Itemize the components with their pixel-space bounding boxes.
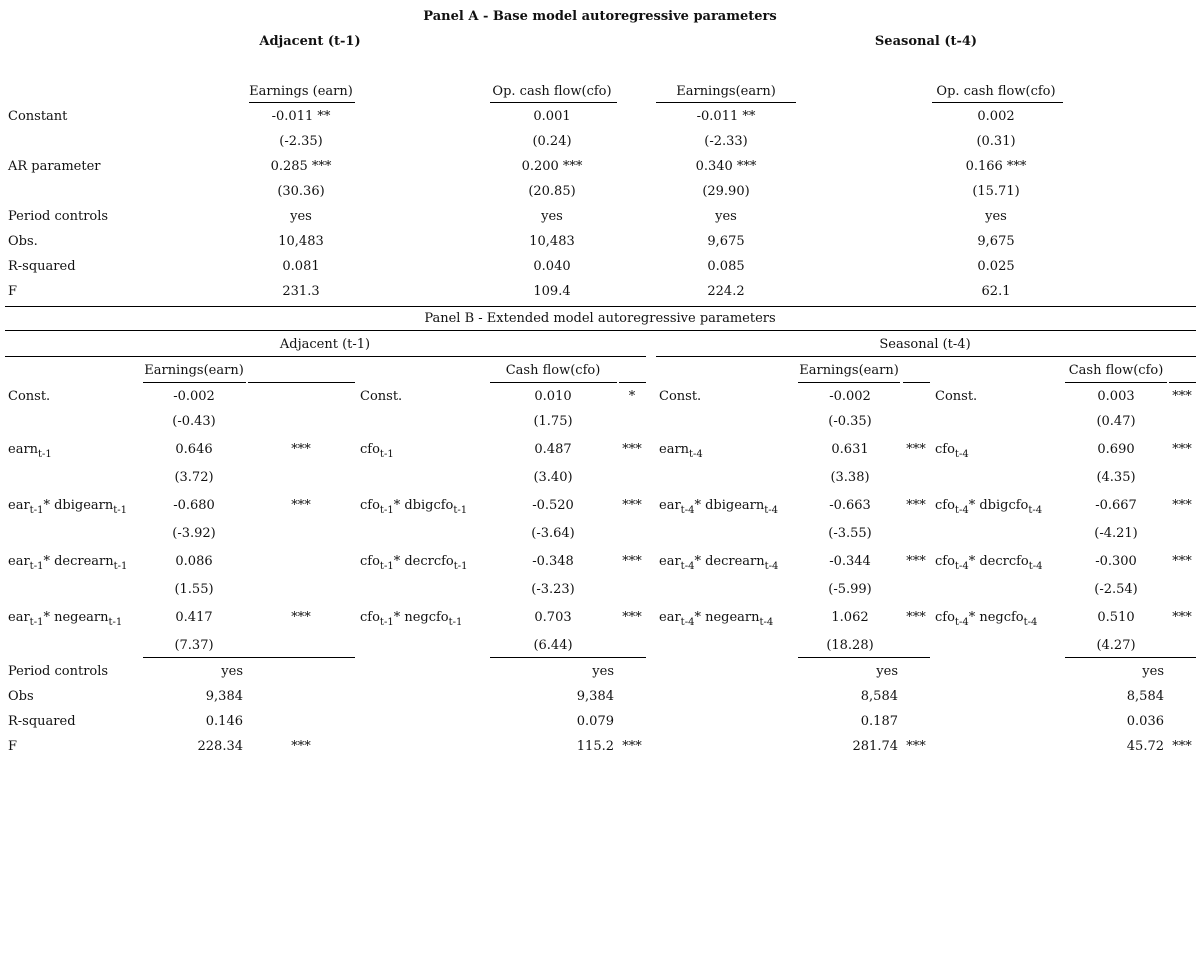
footer-value: yes <box>221 664 243 679</box>
coefficient-cell: 1.062 <box>831 610 869 625</box>
significance-stars: *** <box>1172 389 1192 404</box>
subscript: t-4 <box>954 561 969 572</box>
panel-a-cell: 9,675 <box>977 234 1015 249</box>
rule <box>143 382 246 383</box>
coefficient-cell: 0.010 <box>534 389 572 404</box>
panel-a-cell: 0.025 <box>977 259 1015 274</box>
panel-a-cell: 10,483 <box>278 234 324 249</box>
coefficient-cell: -0.663 <box>829 498 871 513</box>
subscript: t-1 <box>29 561 44 572</box>
label-text: * dbigearn <box>694 498 765 513</box>
t-stat-cell: (-3.23) <box>531 582 575 597</box>
subscript: t-4 <box>759 617 774 628</box>
panel-a-cell: yes <box>715 209 737 224</box>
subscript: t-1 <box>29 617 44 628</box>
significance-stars: *** <box>906 554 926 569</box>
t-stat-cell: (-5.99) <box>828 582 872 597</box>
panel-b-row-label <box>935 389 977 405</box>
panel-b-row-label <box>659 389 701 405</box>
panel-divider <box>5 306 1196 307</box>
panel-a-cell: (0.24) <box>532 134 572 149</box>
footer-value: yes <box>1142 664 1164 679</box>
t-stat-cell: (3.40) <box>533 470 573 485</box>
rule <box>248 382 355 383</box>
rule <box>1065 382 1167 383</box>
label-text: earn <box>659 442 690 457</box>
label-text: earn <box>8 442 39 457</box>
panel-a-column-header: Earnings(earn) <box>676 84 776 99</box>
panel-a-cell: yes <box>985 209 1007 224</box>
label-text: cfo <box>360 554 380 569</box>
rule <box>932 102 1063 103</box>
significance-stars: *** <box>906 739 926 754</box>
rule <box>656 102 796 103</box>
panel-a-row-label: Obs. <box>8 234 38 249</box>
label-text: ear <box>8 610 30 625</box>
panel-b-row-label <box>8 554 127 570</box>
rule <box>1169 382 1196 383</box>
subscript: t-4 <box>1023 617 1038 628</box>
panel-a-cell: (30.36) <box>277 184 325 199</box>
label-text: * decrearn <box>694 554 765 569</box>
label-text: Const. <box>8 389 51 404</box>
subscript: t-1 <box>113 505 127 516</box>
footer-value: 0.079 <box>576 714 614 729</box>
group-rule-adjacent <box>5 356 646 357</box>
panel-a-row-label: Period controls <box>8 209 109 224</box>
label-text: * decrcfo <box>393 554 454 569</box>
t-stat-cell: (-0.35) <box>828 414 872 429</box>
panel-b-footer-label: Period controls <box>8 664 109 679</box>
panel-b-row-label <box>659 442 703 458</box>
coefficient-cell: 0.690 <box>1097 442 1135 457</box>
panel-a-cell: (-2.35) <box>279 134 323 149</box>
t-stat-cell: (0.47) <box>1096 414 1136 429</box>
panel-a-cell: 0.166 *** <box>965 159 1027 174</box>
label-text: ear <box>659 498 681 513</box>
panel-b-column-header: Cash flow(cfo) <box>505 363 601 378</box>
subscript: t-1 <box>108 617 123 628</box>
rule <box>490 657 646 658</box>
label-text: * negcfo <box>393 610 449 625</box>
panel-a-row-label: R-squared <box>8 259 76 274</box>
t-stat-cell: (3.38) <box>830 470 870 485</box>
panel-b-row-label <box>935 554 1043 570</box>
panel-b-row-label <box>360 442 394 458</box>
label-text: * decrearn <box>43 554 114 569</box>
panel-a-column-header: Op. cash flow(cfo) <box>936 84 1056 99</box>
subscript: t-1 <box>38 449 52 460</box>
significance-stars: *** <box>291 610 311 625</box>
panel-a-title: Panel A - Base model autoregressive parameters <box>423 9 777 24</box>
rule <box>490 102 617 103</box>
significance-stars: *** <box>1172 739 1192 754</box>
panel-b-row-label <box>8 442 52 458</box>
t-stat-cell: (7.37) <box>174 638 214 653</box>
t-stat-cell: (4.27) <box>1096 638 1136 653</box>
panel-b-row-label <box>659 610 773 626</box>
footer-value: 228.34 <box>197 739 243 754</box>
label-text: cfo <box>935 498 955 513</box>
label-text: cfo <box>935 442 955 457</box>
significance-stars: *** <box>291 739 311 754</box>
coefficient-cell: -0.680 <box>173 498 215 513</box>
label-text: Const. <box>659 389 702 404</box>
panel-a-cell: 0.040 <box>533 259 571 274</box>
panel-a-cell: -0.011 ** <box>696 109 756 124</box>
t-stat-cell: (4.35) <box>1096 470 1136 485</box>
footer-value: 0.187 <box>860 714 898 729</box>
significance-stars: *** <box>1172 554 1192 569</box>
footer-value: yes <box>876 664 898 679</box>
label-text: ear <box>659 554 681 569</box>
t-stat-cell: (1.75) <box>533 414 573 429</box>
panel-a-cell: (-2.33) <box>704 134 748 149</box>
subscript: t-4 <box>689 449 703 460</box>
panel-b-footer-label: Obs <box>8 689 34 704</box>
label-text: * decrcfo <box>968 554 1029 569</box>
panel-b-row-label <box>8 389 50 405</box>
rule <box>143 657 355 658</box>
subscript: t-4 <box>680 505 695 516</box>
significance-stars: * <box>628 389 636 404</box>
panel-b-row-label <box>360 389 402 405</box>
subscript: t-1 <box>379 617 394 628</box>
t-stat-cell: (-4.21) <box>1094 526 1138 541</box>
label-text: * dbigcfo <box>393 498 454 513</box>
panel-a-cell: yes <box>290 209 312 224</box>
footer-value: 9,384 <box>205 689 243 704</box>
significance-stars: *** <box>622 739 642 754</box>
panel-a-cell: 109.4 <box>533 284 571 299</box>
coefficient-cell: 0.003 <box>1097 389 1135 404</box>
coefficient-cell: 0.631 <box>831 442 869 457</box>
rule <box>1065 657 1196 658</box>
label-text: cfo <box>360 498 380 513</box>
label-text: Const. <box>360 389 403 404</box>
panel-a-row-label: F <box>8 284 18 299</box>
group-rule-seasonal <box>656 356 1196 357</box>
significance-stars: *** <box>291 442 311 457</box>
footer-value: 9,384 <box>576 689 614 704</box>
panel-a-cell: (15.71) <box>972 184 1020 199</box>
coefficient-cell: -0.348 <box>532 554 574 569</box>
label-text: ear <box>659 610 681 625</box>
coefficient-cell: -0.002 <box>829 389 871 404</box>
significance-stars: *** <box>622 498 642 513</box>
t-stat-cell: (3.72) <box>174 470 214 485</box>
panel-a-column-header: Op. cash flow(cfo) <box>492 84 612 99</box>
panel-a-cell: 0.081 <box>282 259 320 274</box>
footer-value: yes <box>592 664 614 679</box>
panel-a-group-seasonal: Seasonal (t-4) <box>874 34 978 49</box>
panel-b-row-label <box>935 498 1042 514</box>
significance-stars: *** <box>906 442 926 457</box>
significance-stars: *** <box>622 442 642 457</box>
footer-value: 0.146 <box>205 714 243 729</box>
subscript: t-1 <box>448 617 463 628</box>
t-stat-cell: (-3.64) <box>531 526 575 541</box>
panel-b-title: Panel B - Extended model autoregressive parameters <box>424 311 776 326</box>
panel-a-cell: (0.31) <box>976 134 1016 149</box>
panel-b-row-label <box>360 498 467 514</box>
coefficient-cell: 0.086 <box>175 554 213 569</box>
panel-b-row-label <box>8 610 122 626</box>
panel-b-row-label <box>659 554 778 570</box>
panel-a-cell: 62.1 <box>981 284 1011 299</box>
label-text: * negearn <box>694 610 760 625</box>
subscript: t-4 <box>954 617 969 628</box>
panel-a-group-adjacent: Adjacent (t-1) <box>259 34 361 49</box>
panel-b-column-header: Cash flow(cfo) <box>1068 363 1164 378</box>
significance-stars: *** <box>906 498 926 513</box>
panel-a-cell: 10,483 <box>529 234 575 249</box>
subscript: t-4 <box>680 561 695 572</box>
rule <box>798 657 930 658</box>
panel-a-cell: 0.340 *** <box>695 159 757 174</box>
subscript: t-1 <box>379 505 394 516</box>
t-stat-cell: (18.28) <box>826 638 874 653</box>
subscript: t-4 <box>764 561 779 572</box>
coefficient-cell: -0.667 <box>1095 498 1137 513</box>
footer-value: 0.036 <box>1126 714 1164 729</box>
subscript: t-4 <box>1028 505 1043 516</box>
panel-a-cell: 0.200 *** <box>521 159 583 174</box>
t-stat-cell: (-3.55) <box>828 526 872 541</box>
subscript: t-4 <box>764 505 778 516</box>
significance-stars: *** <box>622 554 642 569</box>
label-text: cfo <box>360 442 380 457</box>
subscript: t-1 <box>379 449 394 460</box>
subscript: t-1 <box>29 505 44 516</box>
panel-b-column-header: Earnings(earn) <box>799 363 899 378</box>
footer-value: 115.2 <box>576 739 614 754</box>
label-text: Const. <box>935 389 978 404</box>
subscript: t-4 <box>680 617 695 628</box>
panel-a-cell: 0.002 <box>977 109 1015 124</box>
footer-value: 281.74 <box>852 739 898 754</box>
panel-b-row-label <box>360 554 468 570</box>
panel-a-cell: -0.011 ** <box>271 109 331 124</box>
panel-b-group-seasonal: Seasonal (t-4) <box>879 337 971 352</box>
panel-a-cell: 9,675 <box>707 234 745 249</box>
footer-value: 8,584 <box>860 689 898 704</box>
coefficient-cell: 0.703 <box>534 610 572 625</box>
panel-b-group-adjacent: Adjacent (t-1) <box>279 337 371 352</box>
label-text: ear <box>8 554 30 569</box>
panel-b-row-label <box>935 442 969 458</box>
label-text: * negearn <box>43 610 109 625</box>
panel-a-column-header: Earnings (earn) <box>249 84 353 99</box>
label-text: ear <box>8 498 30 513</box>
panel-a-cell: 0.001 <box>533 109 571 124</box>
t-stat-cell: (6.44) <box>533 638 573 653</box>
coefficient-cell: -0.002 <box>173 389 215 404</box>
subscript: t-1 <box>453 561 468 572</box>
label-text: * dbigearn <box>43 498 114 513</box>
label-text: cfo <box>935 554 955 569</box>
rule <box>619 382 646 383</box>
coefficient-cell: 0.646 <box>175 442 213 457</box>
panel-a-cell: 224.2 <box>707 284 745 299</box>
panel-a-cell: 0.085 <box>707 259 745 274</box>
coefficient-cell: 0.487 <box>534 442 572 457</box>
panel-b-column-header: Earnings(earn) <box>144 363 244 378</box>
significance-stars: *** <box>622 610 642 625</box>
significance-stars: *** <box>1172 498 1192 513</box>
panel-b-row-label <box>8 498 127 514</box>
panel-b-footer-label: F <box>8 739 18 754</box>
coefficient-cell: 0.417 <box>175 610 213 625</box>
panel-a-row-label: Constant <box>8 109 68 124</box>
label-text: cfo <box>935 610 955 625</box>
rule <box>903 382 930 383</box>
coefficient-cell: -0.344 <box>829 554 871 569</box>
panel-b-row-label <box>935 610 1037 626</box>
subscript: t-4 <box>954 505 969 516</box>
panel-a-cell: yes <box>541 209 563 224</box>
significance-stars: *** <box>1172 442 1192 457</box>
t-stat-cell: (-3.92) <box>172 526 216 541</box>
panel-a-cell: (20.85) <box>528 184 576 199</box>
t-stat-cell: (-2.54) <box>1094 582 1138 597</box>
panel-a-cell: 0.285 *** <box>270 159 332 174</box>
subscript: t-1 <box>379 561 394 572</box>
panel-b-row-label <box>659 498 778 514</box>
significance-stars: *** <box>1172 610 1192 625</box>
rule <box>249 102 355 103</box>
t-stat-cell: (-0.43) <box>172 414 216 429</box>
panel-a-cell: (29.90) <box>702 184 750 199</box>
panel-a-row-label: AR parameter <box>8 159 101 174</box>
panel-a-cell: 231.3 <box>282 284 320 299</box>
subscript: t-4 <box>954 449 969 460</box>
panel-b-title-rule <box>5 330 1196 331</box>
panel-b-row-label <box>360 610 462 626</box>
label-text: * negcfo <box>968 610 1024 625</box>
coefficient-cell: 0.510 <box>1097 610 1135 625</box>
t-stat-cell: (1.55) <box>174 582 214 597</box>
subscript: t-1 <box>113 561 128 572</box>
panel-b-footer-label: R-squared <box>8 714 76 729</box>
coefficient-cell: -0.520 <box>532 498 574 513</box>
coefficient-cell: -0.300 <box>1095 554 1137 569</box>
subscript: t-4 <box>1028 561 1043 572</box>
subscript: t-1 <box>453 505 468 516</box>
footer-value: 8,584 <box>1126 689 1164 704</box>
footer-value: 45.72 <box>1126 739 1164 754</box>
rule <box>490 382 617 383</box>
significance-stars: *** <box>291 498 311 513</box>
label-text: * dbigcfo <box>968 498 1029 513</box>
rule <box>798 382 900 383</box>
significance-stars: *** <box>906 610 926 625</box>
label-text: cfo <box>360 610 380 625</box>
